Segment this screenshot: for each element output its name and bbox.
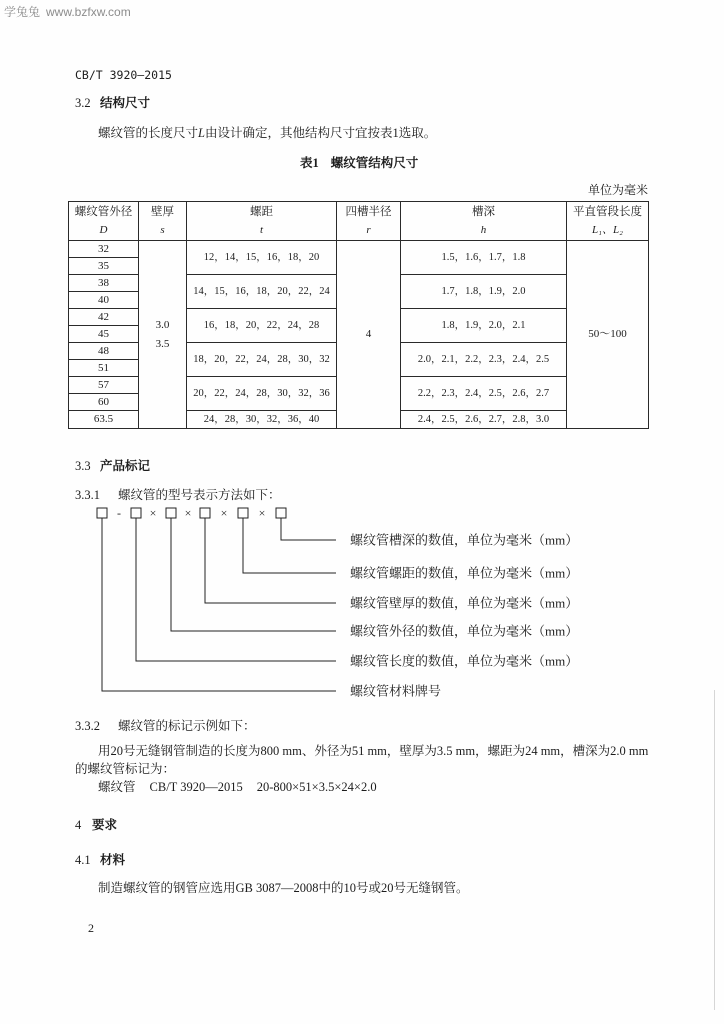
body-text-pre: 螺纹管的长度尺寸 — [98, 126, 199, 140]
groove-depth-cell: 1.5，1.6，1.7，1.8 — [401, 241, 567, 275]
label-pitch: 螺纹管螺距的数值，单位为毫米（mm） — [350, 565, 579, 581]
marking-product-name: 螺纹管 — [98, 780, 136, 794]
pitch-cell: 12，14，15，16，18，20 — [187, 241, 337, 275]
section-4-1-number: 4.1 — [75, 853, 91, 867]
section-3-3-2-number: 3.3.2 — [75, 719, 100, 733]
label-groove-depth: 螺纹管槽深的数值，单位为毫米（mm） — [350, 532, 579, 548]
outer-diameter-cell: 35 — [69, 258, 139, 275]
leader-line-pitch — [243, 518, 336, 573]
watermark-brand: 学兔兔 — [4, 5, 41, 19]
pitch-cell: 14，15，16，18，20，22，24 — [187, 275, 337, 309]
label-wall-thickness: 螺纹管壁厚的数值，单位为毫米（mm） — [350, 595, 579, 611]
table-caption-title: 螺纹管结构尺寸 — [330, 156, 419, 170]
placeholder-box-material — [97, 508, 107, 518]
section-3-2-body — [98, 125, 436, 141]
document-code-header: CB/T 3920—2015 — [75, 68, 172, 82]
outer-diameter-cell: 42 — [69, 309, 139, 326]
placeholder-box-length — [131, 508, 141, 518]
pitch-cell: 20，22，24，28，30，32，36 — [187, 377, 337, 411]
outer-diameter-cell: 45 — [69, 326, 139, 343]
outer-diameter-cell: 48 — [69, 343, 139, 360]
outer-diameter-cell: 60 — [69, 394, 139, 411]
marking-designation-code: 20-800×51×3.5×24×2.0 — [256, 780, 377, 794]
section-4-1-title: 材料 — [100, 853, 126, 867]
marking-standard-code: CB/T 3920—2015 — [149, 780, 243, 794]
col-header-straight-length: 平直管段长度 L₁、L₂ — [567, 202, 649, 241]
outer-diameter-cell: 51 — [69, 360, 139, 377]
model-designation-diagram — [90, 500, 610, 700]
length-variable: L — [198, 126, 205, 140]
placeholder-box-pitch — [238, 508, 248, 518]
marking-example — [98, 779, 377, 795]
outer-diameter-cell: 40 — [69, 292, 139, 309]
outer-diameter-cell: 32 — [69, 241, 139, 258]
section-3-3-title: 产品标记 — [100, 459, 151, 473]
marking-example-line-2: 的螺纹管标记为： — [75, 762, 176, 776]
separator-times: × — [258, 506, 266, 520]
marking-example-line-1: 用20号无缝钢管制造的长度为800 mm、外径为51 mm，壁厚为3.5 mm，螺距为24 mm，槽深为2.0 mm — [98, 744, 649, 758]
col-header-outer-diameter: 螺纹管外径 D — [69, 202, 139, 241]
pitch-cell: 24，28，30，32，36，40 — [187, 411, 337, 429]
table-unit-note: 单位为毫米 — [588, 183, 649, 197]
section-3-3-number: 3.3 — [75, 459, 91, 473]
section-4-1-text: 制造螺纹管的钢管应选用GB 3087—2008中的10号或20号无缝钢管。 — [98, 881, 469, 895]
outer-diameter-cell: 38 — [69, 275, 139, 292]
placeholder-box-outer-diameter — [166, 508, 176, 518]
section-3-3-1-number: 3.3.1 — [75, 488, 100, 502]
col-header-wall-thickness: 壁厚 s — [139, 202, 187, 241]
col-header-groove-radius: 四槽半径 r — [337, 202, 401, 241]
table-caption — [300, 155, 418, 171]
scan-artifact-line — [714, 690, 715, 1010]
groove-depth-cell: 2.0，2.1，2.2，2.3，2.4，2.5 — [401, 343, 567, 377]
wall-thickness-cell: 3.0 3.5 — [139, 241, 187, 429]
placeholder-box-wall-thickness — [200, 508, 210, 518]
section-3-2-number: 3.2 — [75, 96, 91, 110]
label-length: 螺纹管长度的数值，单位为毫米（mm） — [350, 653, 579, 669]
section-3-3-2-text: 螺纹管的标记示例如下： — [118, 719, 256, 733]
table-header-row — [69, 202, 649, 241]
label-material-grade: 螺纹管材料牌号 — [350, 683, 442, 699]
groove-depth-cell: 2.4，2.5，2.6，2.7，2.8，3.0 — [401, 411, 567, 429]
section-4-number: 4 — [75, 818, 82, 832]
table-row — [69, 241, 649, 258]
groove-depth-cell: 1.7，1.8，1.9，2.0 — [401, 275, 567, 309]
leader-line-material — [102, 518, 336, 691]
leader-line-groove-depth — [281, 518, 336, 540]
leader-line-outer-diameter — [171, 518, 336, 631]
pitch-cell: 16，18，20，22，24，28 — [187, 309, 337, 343]
straight-length-cell: 50～100 — [567, 241, 649, 429]
leader-line-length — [136, 518, 336, 661]
section-4-title: 要求 — [92, 818, 118, 832]
page-number: 2 — [88, 921, 94, 935]
outer-diameter-cell: 57 — [69, 377, 139, 394]
label-outer-diameter: 螺纹管外径的数值，单位为毫米（mm） — [350, 623, 579, 639]
placeholder-box-groove-depth — [276, 508, 286, 518]
separator-times: × — [184, 506, 192, 520]
separator-dash: - — [117, 506, 121, 520]
groove-depth-cell: 2.2，2.3，2.4，2.5，2.6，2.7 — [401, 377, 567, 411]
watermark — [4, 4, 131, 20]
outer-diameter-cell: 63.5 — [69, 411, 139, 429]
groove-depth-cell: 1.8，1.9，2.0，2.1 — [401, 309, 567, 343]
structure-dimension-table — [68, 201, 649, 429]
col-header-groove-depth: 槽深 h — [401, 202, 567, 241]
watermark-url: www.bzfxw.com — [46, 5, 131, 19]
separator-times: × — [149, 506, 157, 520]
pitch-cell: 18，20，22，24，28，30，32 — [187, 343, 337, 377]
section-3-2-title: 结构尺寸 — [100, 96, 151, 110]
leader-line-wall-thickness — [205, 518, 336, 603]
groove-radius-cell: 4 — [337, 241, 401, 429]
section-3-3-1-text: 螺纹管的型号表示方法如下： — [118, 488, 281, 502]
table-caption-number: 表1 — [300, 156, 319, 170]
separator-times: × — [220, 506, 228, 520]
body-text-post: 由设计确定，其他结构尺寸宜按表1选取。 — [204, 126, 437, 140]
col-header-pitch: 螺距 t — [187, 202, 337, 241]
